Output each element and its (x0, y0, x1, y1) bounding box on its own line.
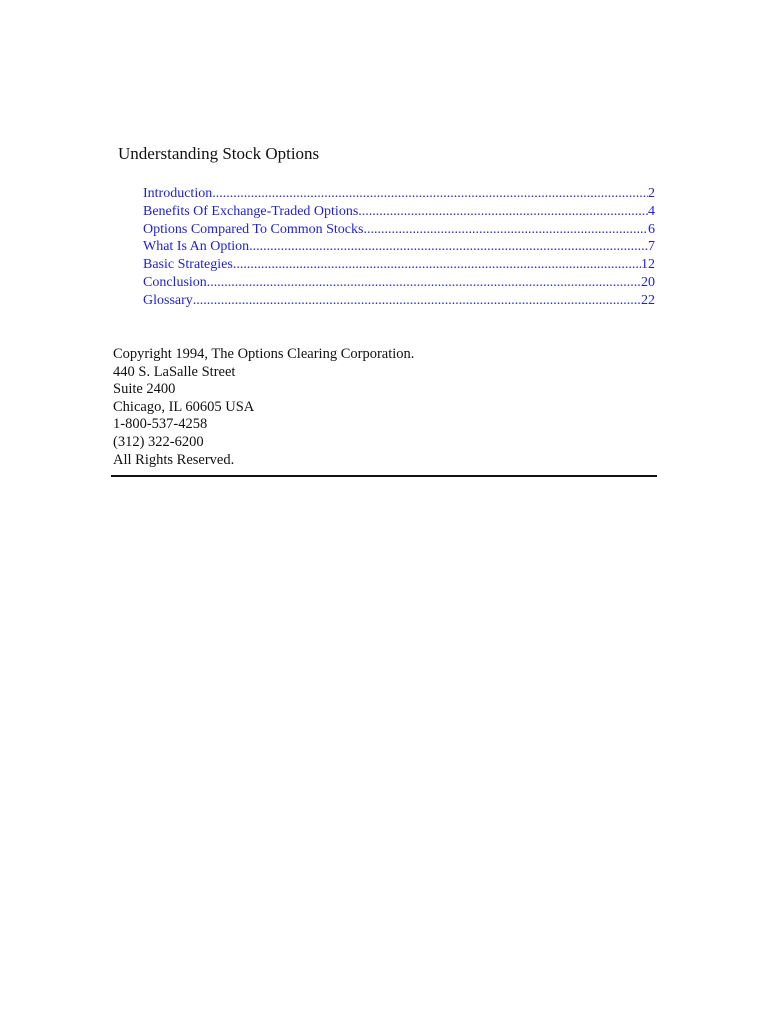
document-title: Understanding Stock Options (118, 144, 320, 163)
toc-page-number: 6 (648, 221, 655, 237)
toc-page-number: 2 (648, 186, 655, 201)
toc-page-number: 22 (641, 292, 655, 308)
toc-page-number: 20 (641, 274, 655, 290)
toc-dot-leader (249, 238, 648, 256)
toc-entry-label: What Is An Option (143, 239, 250, 255)
toc-page-number: 4 (648, 203, 655, 219)
toc-dot-leader (358, 203, 648, 221)
toc-entry-label: Basic Strategies (143, 257, 233, 273)
local-phone: (312) 322-6200 (113, 433, 204, 450)
toc-dot-leader (363, 221, 648, 239)
toc-entry-label: Introduction (143, 186, 213, 201)
toc-entry-label: Glossary (143, 292, 193, 308)
copyright-notice: Copyright 1994, The Options Clearing Corporation. (113, 346, 415, 362)
toc-entry-label: Benefits Of Exchange-Traded Options (143, 203, 359, 219)
toc-entry-label: Options Compared To Common Stocks (143, 221, 364, 237)
toc-entry-options-compared[interactable] (143, 221, 655, 239)
rights-reserved: All Rights Reserved. (113, 451, 235, 468)
horizontal-rule (111, 475, 657, 477)
toc-entry-glossary[interactable] (143, 292, 655, 310)
toc-entry-basic-strategies[interactable] (143, 256, 655, 274)
toc-entry-conclusion[interactable] (143, 274, 655, 292)
toc-entry-introduction[interactable] (143, 185, 655, 203)
toc-dot-leader (193, 292, 641, 310)
suite-number: Suite 2400 (113, 381, 176, 398)
city-state-zip: Chicago, IL 60605 USA (113, 398, 255, 415)
copyright-block (113, 346, 414, 469)
toc-dot-leader (207, 274, 641, 292)
toc-entry-label: Conclusion (143, 274, 207, 290)
table-of-contents (143, 185, 655, 310)
toll-free-phone: 1-800-537-4258 (113, 416, 208, 433)
street-address: 440 S. LaSalle Street (113, 363, 236, 380)
toc-page-number: 7 (648, 239, 655, 255)
toc-page-number: 12 (641, 257, 655, 273)
toc-dot-leader (212, 185, 648, 203)
toc-entry-benefits[interactable] (143, 203, 655, 221)
toc-entry-what-is-an-option[interactable] (143, 238, 655, 256)
toc-dot-leader (233, 256, 641, 274)
